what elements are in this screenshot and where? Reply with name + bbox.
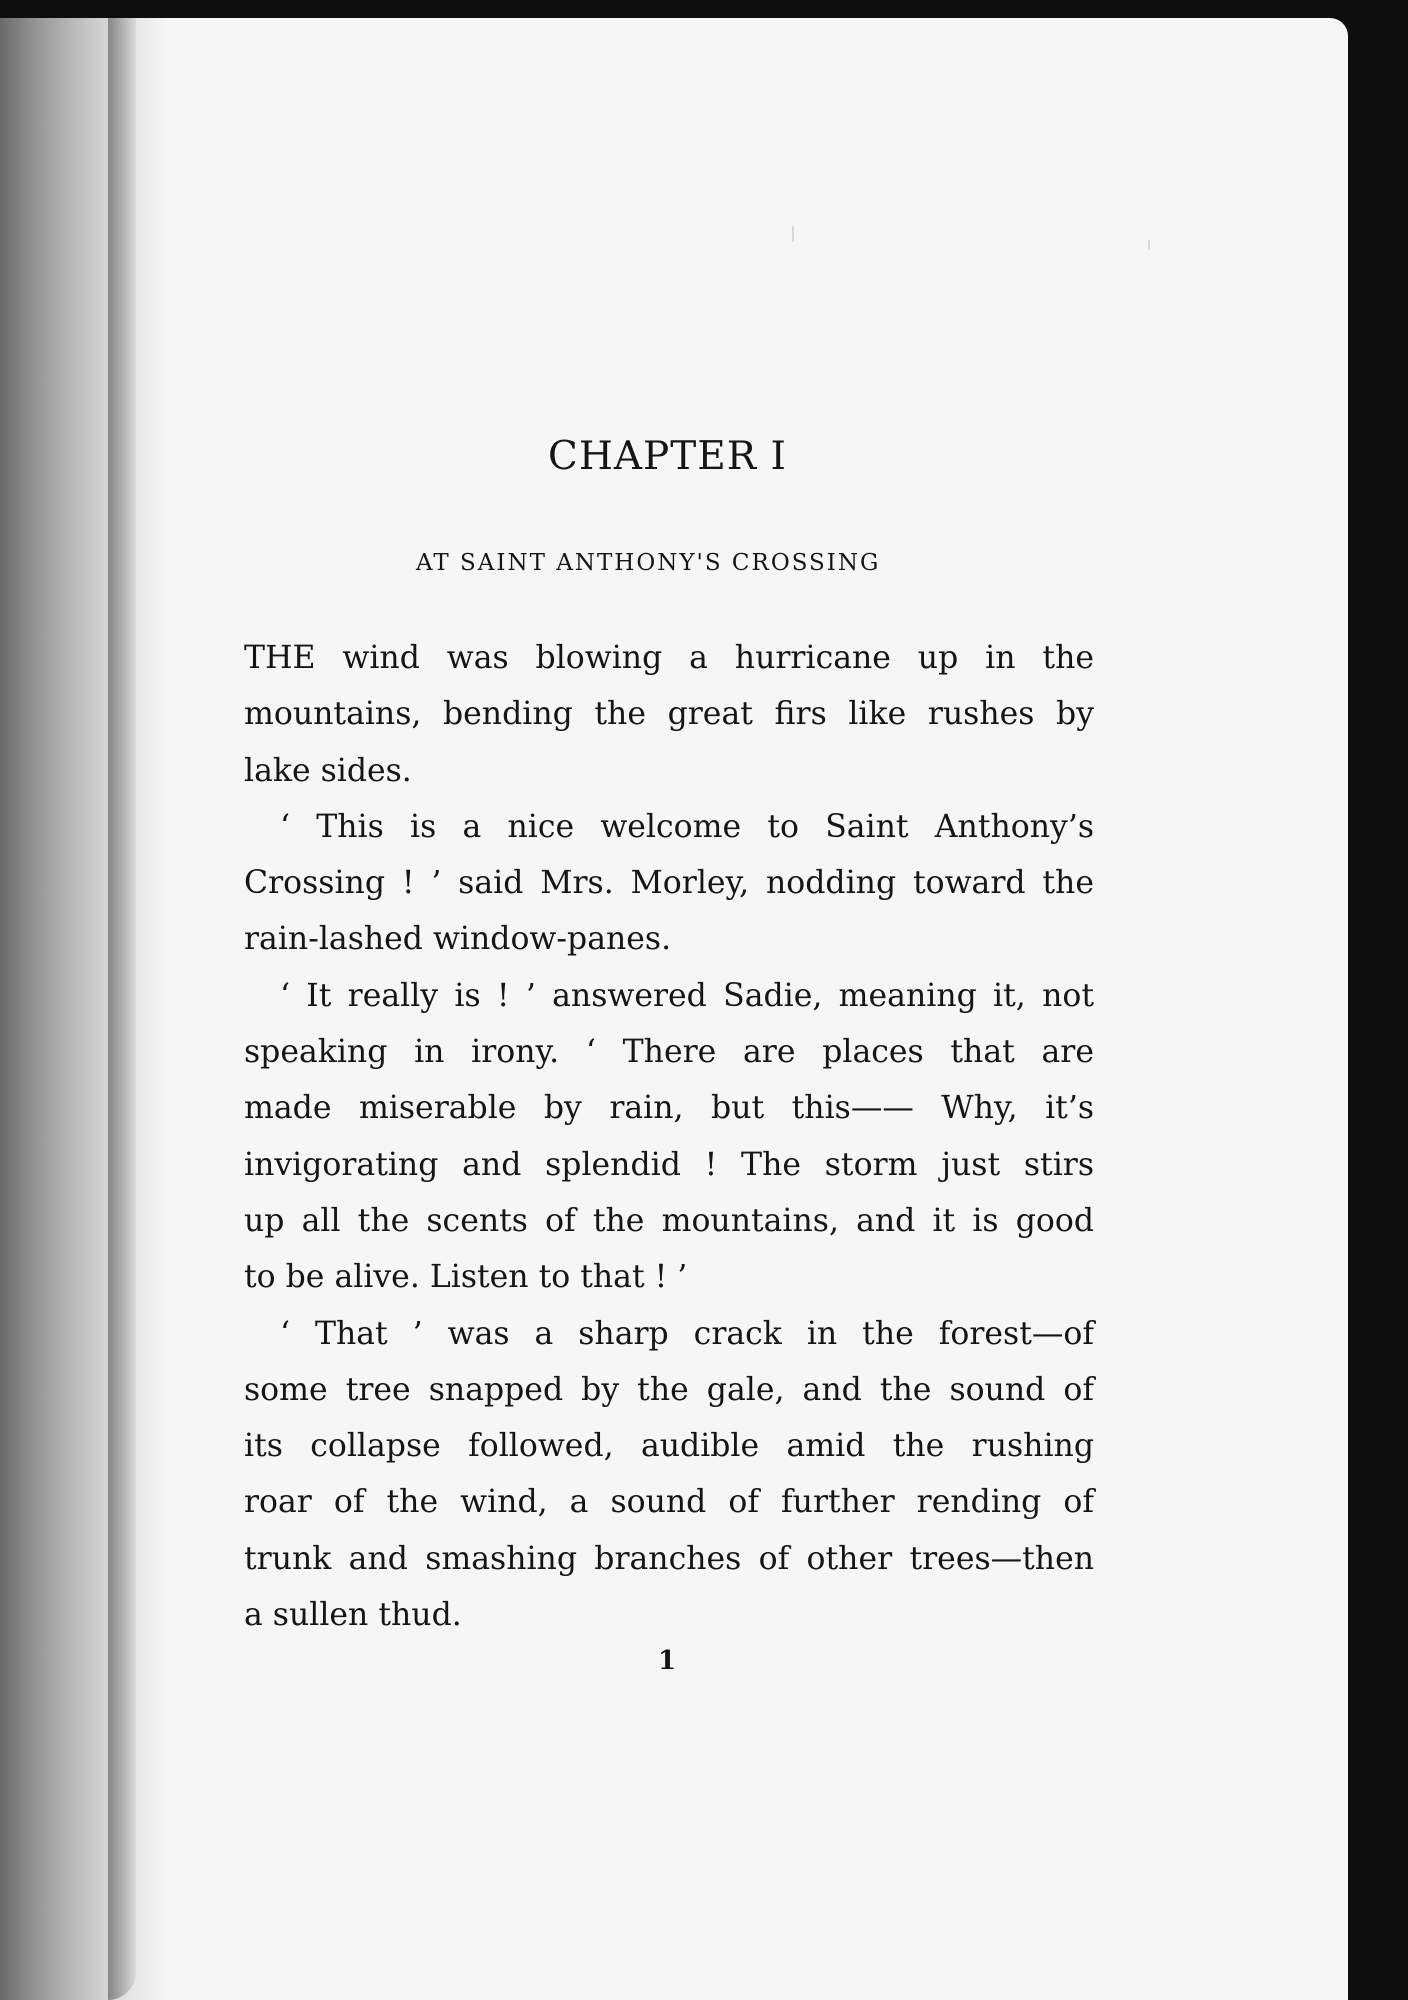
binding-edge — [108, 18, 136, 2000]
text-line: Crossing ! ’ said Mrs. Morley, nodding toward the — [244, 865, 1094, 902]
text-line: some tree snapped by the gale, and the sound of — [244, 1371, 1094, 1408]
text-line: ‘ This is a nice welcome to Saint Anthony’s — [280, 808, 1094, 845]
chapter-subtitle: AT SAINT ANTHONY'S CROSSING — [416, 550, 881, 576]
text-line: rain-lashed window-panes. — [244, 921, 672, 958]
text-line: lake sides. — [244, 752, 412, 789]
page-number: 1 — [658, 1646, 677, 1676]
text-line: its collapse followed, audible amid the rushing — [244, 1428, 1094, 1465]
text-line: a sullen thud. — [244, 1597, 462, 1634]
text-line: THE wind was blowing a hurricane up in the — [244, 640, 1094, 676]
text-line: mountains, bending the great firs like rushes by — [244, 696, 1094, 733]
text-line: speaking in irony. ‘ There are places that are — [244, 1034, 1094, 1071]
paper-speck — [1148, 240, 1150, 250]
text-line: ‘ That ’ was a sharp crack in the forest—of — [280, 1315, 1094, 1352]
text-line: invigorating and splendid ! The storm just stirs — [244, 1146, 1094, 1183]
text-line: to be alive. Listen to that ! ’ — [244, 1259, 688, 1296]
text-line: up all the scents of the mountains, and it is good — [244, 1202, 1094, 1239]
text-line: roar of the wind, a sound of further rending of — [244, 1484, 1094, 1521]
body-text — [244, 630, 1094, 1643]
text-line: made miserable by rain, but this—— Why, it’s — [244, 1090, 1094, 1127]
paper-speck — [792, 226, 794, 242]
text-line: ‘ It really is ! ’ answered Sadie, meaning it, not — [280, 977, 1094, 1014]
text-line: trunk and smashing branches of other trees—then — [244, 1540, 1094, 1577]
page-gutter-shadow — [0, 18, 170, 2000]
chapter-title: CHAPTER I — [548, 434, 787, 479]
book-page — [0, 18, 1348, 2000]
